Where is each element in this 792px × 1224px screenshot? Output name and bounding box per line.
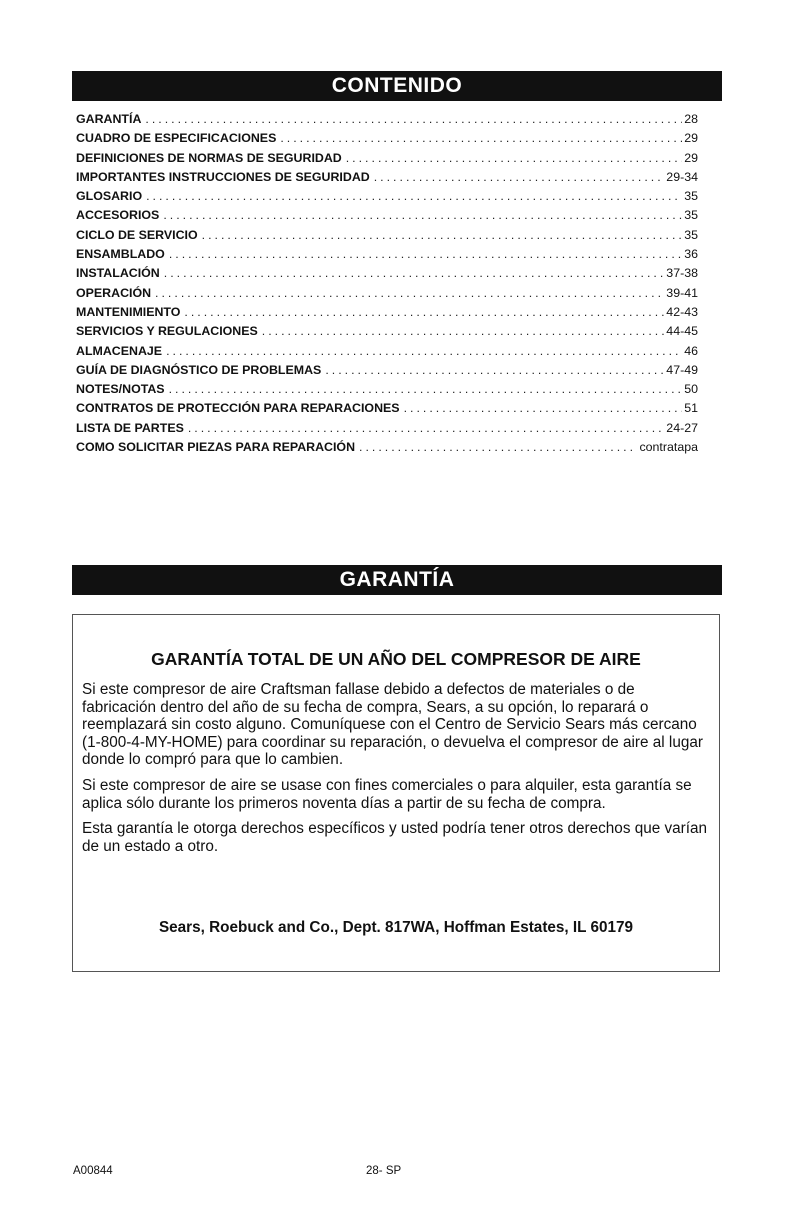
table-of-contents bbox=[76, 112, 698, 459]
toc-entry-page: 29-34 bbox=[666, 169, 698, 184]
toc-entry-page: 37-38 bbox=[666, 266, 698, 281]
toc-entry bbox=[76, 344, 698, 363]
toc-dot-leader bbox=[280, 131, 682, 145]
toc-entry bbox=[76, 189, 698, 208]
toc-entry bbox=[76, 286, 698, 305]
warranty-heading: GARANTÍA bbox=[72, 565, 722, 595]
toc-dot-leader bbox=[404, 401, 683, 415]
toc-entry bbox=[76, 401, 698, 420]
toc-entry-label: COMO SOLICITAR PIEZAS PARA REPARACIÓN bbox=[76, 440, 356, 455]
toc-dot-leader bbox=[169, 247, 682, 261]
toc-entry-label: CICLO DE SERVICIO bbox=[76, 227, 198, 242]
toc-entry bbox=[76, 112, 698, 131]
toc-dot-leader bbox=[325, 363, 664, 377]
toc-entry-label: MANTENIMIENTO bbox=[76, 304, 181, 319]
toc-entry-label: GARANTÍA bbox=[76, 112, 142, 126]
toc-dot-leader bbox=[145, 112, 682, 126]
toc-entry-page: 29 bbox=[684, 150, 698, 165]
toc-entry-label: ACCESORIOS bbox=[76, 208, 160, 223]
toc-entry-page: 44-45 bbox=[666, 324, 698, 339]
toc-dot-leader bbox=[169, 382, 683, 396]
warranty-paragraph: Si este compresor de aire Craftsman fallase debido a defectos de materiales o de fabricación dentro del año de su fecha de compra, Sears, a su opción, lo reparará o reemplazará sin costo alguno. Comuníquese con el Centro de Servicio Sears más cercano (1-800-4-MY-HOME) para coordinar su reparación, o devuelva el compresor de aire al lugar donde lo compró para que lo cambien. bbox=[82, 681, 703, 769]
toc-entry-page: 35 bbox=[684, 227, 698, 242]
toc-dot-leader bbox=[166, 344, 682, 358]
toc-entry-page: 36 bbox=[684, 247, 698, 262]
toc-entry-label: OPERACIÓN bbox=[76, 285, 152, 300]
toc-dot-leader bbox=[163, 208, 682, 222]
toc-entry-page: 42-43 bbox=[666, 304, 698, 319]
toc-entry-label: INSTALACIÓN bbox=[76, 266, 160, 281]
toc-entry bbox=[76, 247, 698, 266]
toc-dot-leader bbox=[202, 228, 683, 242]
toc-entry-page: 35 bbox=[684, 189, 698, 204]
warranty-paragraph: Si este compresor de aire se usase con fines comerciales o para alquiler, esta garantía se aplica sólo durante los primeros noventa días a partir de su fecha de compra. bbox=[82, 776, 692, 812]
toc-entry-page: 47-49 bbox=[666, 362, 698, 377]
contents-heading: CONTENIDO bbox=[72, 71, 722, 101]
toc-entry-label: CONTRATOS DE PROTECCIÓN PARA REPARACIONES bbox=[76, 401, 400, 416]
toc-entry bbox=[76, 324, 698, 343]
warranty-paragraph: Esta garantía le otorga derechos específicos y usted podría tener otros derechos que varían de un estado a otro. bbox=[82, 820, 707, 855]
toc-dot-leader bbox=[346, 151, 682, 165]
toc-entry bbox=[76, 421, 698, 440]
toc-entry-label: NOTES/NOTAS bbox=[76, 382, 165, 397]
toc-entry-page: contratapa bbox=[639, 440, 698, 455]
toc-entry bbox=[76, 131, 698, 150]
toc-entry bbox=[76, 382, 698, 401]
toc-entry-page: 28 bbox=[684, 112, 698, 126]
warranty-box bbox=[72, 614, 720, 972]
toc-entry bbox=[76, 208, 698, 227]
toc-dot-leader bbox=[146, 189, 682, 203]
toc-dot-leader bbox=[155, 286, 664, 300]
toc-dot-leader bbox=[359, 440, 637, 454]
toc-entry-page: 50 bbox=[684, 382, 698, 397]
toc-entry-label: ENSAMBLADO bbox=[76, 247, 165, 262]
warranty-address: Sears, Roebuck and Co., Dept. 817WA, Hoffman Estates, IL 60179 bbox=[158, 919, 634, 936]
toc-entry-page: 29 bbox=[684, 131, 698, 146]
document-code: A00844 bbox=[73, 1165, 113, 1177]
toc-entry bbox=[76, 440, 698, 459]
toc-entry bbox=[76, 151, 698, 170]
warranty-body bbox=[82, 681, 710, 863]
toc-entry-label: GUÍA DE DIAGNÓSTICO DE PROBLEMAS bbox=[76, 362, 322, 377]
toc-entry bbox=[76, 266, 698, 285]
toc-entry-page: 46 bbox=[684, 343, 698, 358]
toc-entry bbox=[76, 170, 698, 189]
toc-entry-label: LISTA DE PARTES bbox=[76, 420, 184, 435]
toc-entry-label: CUADRO DE ESPECIFICACIONES bbox=[76, 131, 277, 146]
toc-entry-label: IMPORTANTES INSTRUCCIONES DE SEGURIDAD bbox=[76, 169, 370, 184]
page-number: 28- SP bbox=[366, 1165, 402, 1177]
toc-entry-page: 35 bbox=[684, 208, 698, 223]
toc-entry bbox=[76, 305, 698, 324]
toc-entry-label: GLOSARIO bbox=[76, 189, 143, 204]
toc-dot-leader bbox=[164, 266, 665, 280]
toc-entry-label: ALMACENAJE bbox=[76, 343, 163, 358]
toc-entry-page: 51 bbox=[684, 401, 698, 416]
toc-dot-leader bbox=[188, 421, 664, 435]
toc-entry-label: SERVICIOS Y REGULACIONES bbox=[76, 324, 258, 339]
toc-entry-label: DEFINICIONES DE NORMAS DE SEGURIDAD bbox=[76, 150, 342, 165]
warranty-title: GARANTÍA TOTAL DE UN AÑO DEL COMPRESOR DE AIRE bbox=[151, 649, 641, 669]
toc-entry-page: 24-27 bbox=[666, 420, 698, 435]
toc-dot-leader bbox=[262, 324, 665, 338]
toc-dot-leader bbox=[184, 305, 664, 319]
toc-entry bbox=[76, 363, 698, 382]
toc-entry bbox=[76, 228, 698, 247]
toc-dot-leader bbox=[374, 170, 665, 184]
toc-entry-page: 39-41 bbox=[666, 285, 698, 300]
